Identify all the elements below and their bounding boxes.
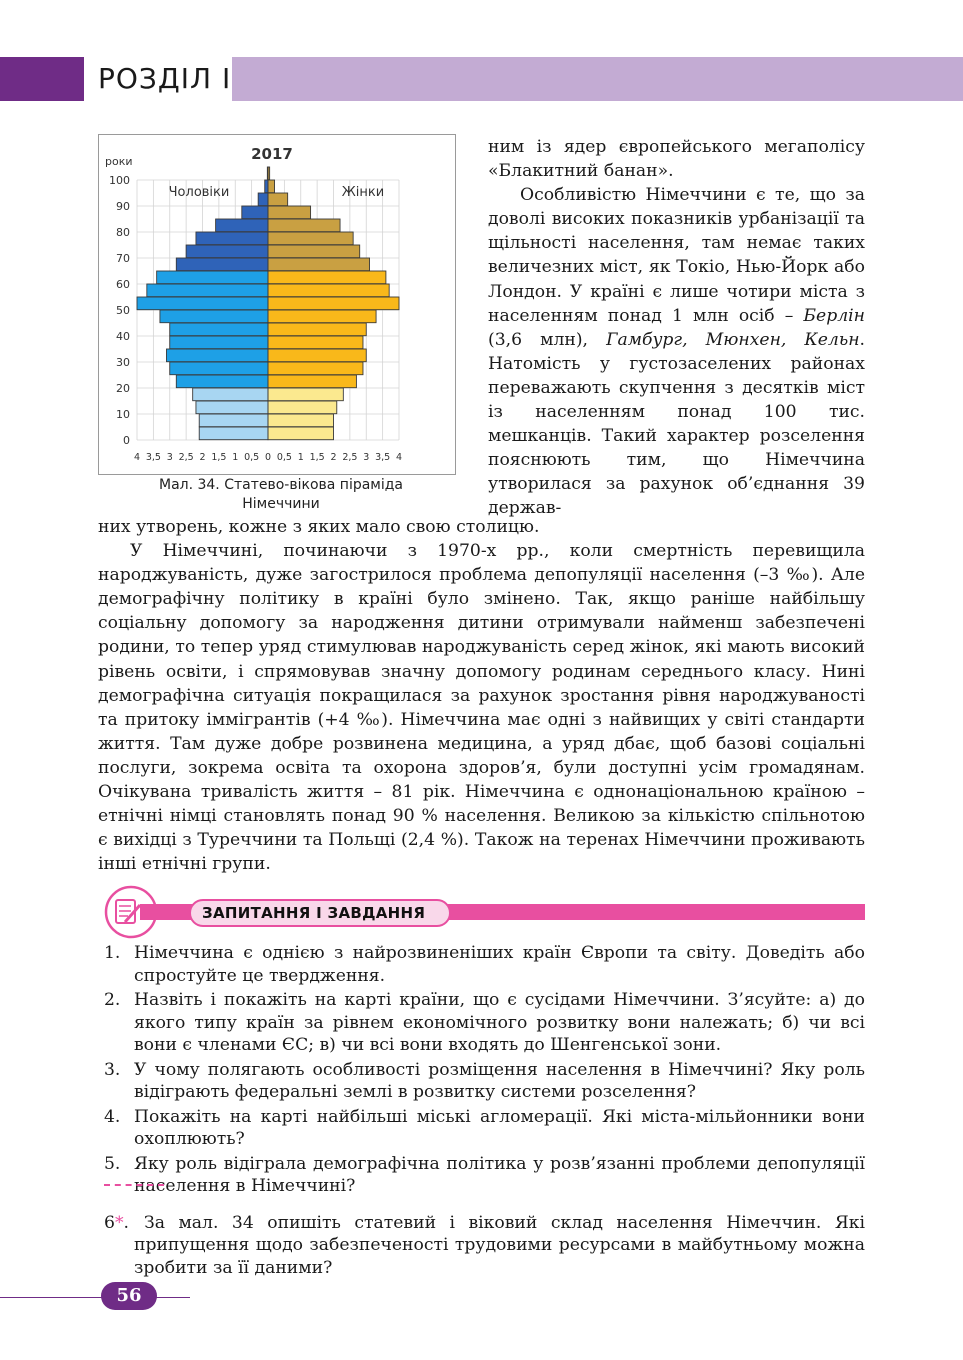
female-bar xyxy=(268,401,337,414)
x-tick-label: 0,5 xyxy=(276,452,292,463)
paragraph-demography: У Німеччині, починаючи з 1970-х рр., коли смертність перевищила народжуваність, дуже загострилося проблема депопуляції населення (–3 ‰). Але демографічну політику в країні було змінено. Так, якщо раніше найбільшу соціальну допомогу за народження дитини отримували найменш забезпечені родини, то тепер уряд стимулював народжуваність серед жінок, які мають високий рівень освіти, і спрямовував значну допомогу родинам середнього класу. Нині демографічна ситуація покращилася за рахунок зростання рівня народжуваності та притоку іммігрантів (+4 ‰). Німеччина має одні з найвищих у світі стандарти життя. Там дуже добре розвинена медицина, а уряд дбає, щоб базові соціальні послуги, зокрема освіта та охорона здоров’я, були доступні усім громадянам. Очікувана тривалість життя – 81 рік. Німеччина є однонаціональною країною – етнічні німці становлять понад 90 % населення. Великою за кількістю спільнотою є вихідці з Туреччини та Польщі (2,4 %). Також на теренах Німеччини проживають інші етнічні групи. xyxy=(98,541,865,875)
x-tick-label: 4 xyxy=(133,452,141,463)
female-bar xyxy=(268,206,311,219)
male-bar xyxy=(199,427,268,440)
question-text: За мал. 34 опишіть статевий і віковий склад населення Німеччин. Які припущення щодо забезпеченості трудовими ресурсами в майбутньому можна зробити за її даними? xyxy=(134,1212,865,1278)
female-bar xyxy=(268,284,389,297)
female-bar xyxy=(268,245,360,258)
question-text: Німеччина є однією з найрозвиненіших країн Європи та світу. Доведіть або спростуйте це твердження. xyxy=(134,943,865,986)
x-tick-label: 1 xyxy=(232,452,239,463)
female-bar xyxy=(268,232,353,245)
cities-text-b: (3,6 млн), xyxy=(488,329,607,350)
y-tick-label: 30 xyxy=(116,356,130,369)
q6-dot: . xyxy=(123,1212,129,1233)
city-berlin: Берлін xyxy=(803,305,865,326)
x-tick-label: 3,5 xyxy=(145,452,161,463)
male-bar xyxy=(186,245,268,258)
x-tick-label: 0 xyxy=(264,452,272,463)
y-tick-label: 20 xyxy=(116,382,130,395)
x-tick-label: 0,5 xyxy=(244,452,260,463)
y-tick-label: 80 xyxy=(116,226,130,239)
question-text: Назвіть і покажіть на карті країни, що є сусідами Німеччини. З’ясуйте: а) до якого типу країн за рівнем економічного розвитку вони належать; б) чи всі вони є членами ЄС; в) чи всі вони входять до Шенгенської зони. xyxy=(134,990,865,1055)
question-text: У чому полягають особливості розміщення населення в Німеччині? Яку роль відіграють федеральні землі в розвитку системи розселення? xyxy=(134,1059,865,1102)
question-number: 2. xyxy=(104,990,121,1010)
question-item-advanced xyxy=(104,1212,865,1280)
male-bar xyxy=(196,232,268,245)
question-item xyxy=(104,942,865,987)
x-tick-label: 3 xyxy=(363,452,370,463)
y-tick-label: 0 xyxy=(123,434,130,447)
female-bar xyxy=(268,427,334,440)
female-bar xyxy=(268,310,376,323)
x-tick-label: 1,5 xyxy=(309,452,325,463)
question-item xyxy=(104,1153,865,1198)
section-title: РОЗДІЛ І xyxy=(98,62,232,95)
footer-line xyxy=(0,1297,190,1298)
male-bar xyxy=(160,310,268,323)
x-tick-label: 1,5 xyxy=(211,452,227,463)
advanced-star: * xyxy=(114,1212,124,1233)
cities-text-a: Особливістю Німеччини є те, що за доволі високих показників урбанізації та щільності населення, там немає таких величезних міст, як Токіо, Нью-Йорк або Лондон. У країні є лише чотири міста з населенням понад 1 млн осіб – xyxy=(488,185,865,326)
y-tick-label: 60 xyxy=(116,278,130,291)
q6-number: 6 xyxy=(104,1212,115,1233)
female-bar xyxy=(268,388,343,401)
female-bar xyxy=(268,349,366,362)
female-bar xyxy=(268,297,399,310)
questions-title: ЗАПИТАННЯ І ЗАВДАННЯ xyxy=(202,904,426,922)
y-tick-label: 50 xyxy=(116,304,130,317)
male-label: Чоловіки xyxy=(168,185,230,200)
cities-text-c: . Натомість у густозаселених районах переважають скупчення з десятків міст із населенням понад 100 тис. мешканців. Такий характер розселення пояснюють тим, що Німеччина утворилася за рахунок об’єднання 39 держав xyxy=(488,329,865,519)
figure-caption: Мал. 34. Статево-вікова піраміда Німеччини xyxy=(158,477,404,512)
advanced-separator xyxy=(104,1184,164,1186)
female-bar xyxy=(268,167,270,180)
male-bar xyxy=(166,349,268,362)
paragraph-cont: ним із ядер європейського мегаполісу «Блакитний банан». xyxy=(488,137,865,182)
male-bar xyxy=(147,284,268,297)
paragraph-cont-full: них утворень, кожне з яких мало свою столицю. xyxy=(98,517,540,537)
y-tick-label: 100 xyxy=(109,174,130,187)
question-number: 4. xyxy=(104,1106,121,1127)
female-bar xyxy=(268,193,288,206)
population-pyramid-figure xyxy=(98,134,456,475)
male-bar xyxy=(137,297,268,310)
question-text: Покажіть на карті найбільші міські агломерації. Які міста-мільйонники вони охоплюють? xyxy=(134,1106,865,1149)
male-bar xyxy=(265,180,268,193)
x-tick-label: 1 xyxy=(297,452,304,463)
female-label: Жінки xyxy=(341,185,385,200)
question-item xyxy=(104,1106,865,1151)
male-bar xyxy=(157,271,268,284)
female-bar xyxy=(268,414,334,427)
y-tick-label: 70 xyxy=(116,252,130,265)
y-axis-label: роки xyxy=(105,155,133,168)
male-bar xyxy=(199,414,268,427)
female-bar xyxy=(268,362,363,375)
female-bar xyxy=(268,323,366,336)
x-tick-label: 3 xyxy=(166,452,173,463)
section-color-block xyxy=(0,57,84,101)
question-item xyxy=(104,989,865,1057)
question-item xyxy=(104,1059,865,1104)
y-tick-label: 10 xyxy=(116,408,130,421)
x-tick-label: 4 xyxy=(395,452,403,463)
male-bar xyxy=(258,193,268,206)
paragraph-cities: Особливістю Німеччини є те, що за доволі високих показників урбанізації та щільності населення, там немає таких величезних міст, як Токіо, Нью-Йорк або Лондон. У країні є лише чотири міста з населенням понад 1 млн осіб – Берлін (3,6 млн), Гамбург, Мюнхен, Кельн. Натомість у густозаселених районах переважають скупчення з десятків міст із населенням понад 100 тис. мешканців. Такий характер розселення пояснюють тим, що Німеччина утворилася за рахунок об’єднання 39 держав- xyxy=(488,185,865,519)
male-bar xyxy=(216,219,268,232)
female-bar xyxy=(268,375,356,388)
male-bar xyxy=(196,401,268,414)
x-tick-label: 2 xyxy=(199,452,206,463)
header-band xyxy=(232,57,963,101)
male-bar xyxy=(170,362,268,375)
y-tick-label: 90 xyxy=(116,200,130,213)
x-tick-label: 2 xyxy=(330,452,337,463)
x-tick-label: 2,5 xyxy=(178,452,194,463)
male-bar xyxy=(176,375,268,388)
question-number: 1. xyxy=(104,943,121,963)
male-bar xyxy=(170,323,268,336)
full-width-text xyxy=(98,515,865,876)
male-bar xyxy=(242,206,268,219)
chart-title: 2017 xyxy=(251,145,293,163)
male-bar xyxy=(176,258,268,271)
cities-list: Гамбург, Мюнхен, Кельн xyxy=(606,329,860,350)
female-bar xyxy=(268,180,275,193)
question-number xyxy=(104,1212,129,1235)
question-number: 5. xyxy=(104,1153,121,1174)
female-bar xyxy=(268,258,370,271)
female-bar xyxy=(268,271,386,284)
x-tick-label: 3,5 xyxy=(375,452,391,463)
male-bar xyxy=(170,336,268,349)
page-number: 56 xyxy=(101,1282,157,1310)
y-tick-label: 40 xyxy=(116,330,130,343)
questions-list xyxy=(104,942,865,1281)
female-bar xyxy=(268,219,340,232)
question-text: Яку роль відіграла демографічна політика у розв’язанні проблеми депопуляції населення в Німеччині? xyxy=(134,1153,865,1196)
male-bar xyxy=(193,388,268,401)
question-number: 3. xyxy=(104,1059,121,1080)
female-bar xyxy=(268,336,363,349)
x-tick-label: 2,5 xyxy=(342,452,358,463)
population-pyramid-chart xyxy=(99,135,455,474)
right-column-text xyxy=(488,135,865,521)
